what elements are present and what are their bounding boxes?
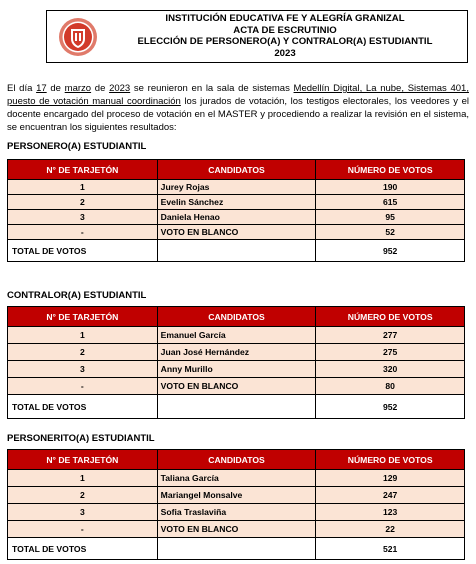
results-table-personerito <box>7 449 465 560</box>
col-header-votes: NÚMERO DE VOTOS <box>316 160 465 180</box>
section-title-personero: PERSONERO(A) ESTUDIANTIL <box>7 141 147 152</box>
ballot-number: 1 <box>8 470 158 487</box>
document-header <box>46 10 468 63</box>
total-votes: 952 <box>316 395 465 419</box>
col-header-candidates: CANDIDATOS <box>157 307 316 327</box>
total-votes: 521 <box>316 538 465 560</box>
intro-month: marzo <box>64 83 92 94</box>
table-row <box>8 210 465 225</box>
vote-count: 277 <box>316 327 465 344</box>
total-votes: 952 <box>316 240 465 262</box>
table-header-row <box>8 160 465 180</box>
total-label: TOTAL DE VOTOS <box>8 240 158 262</box>
document-title <box>109 13 461 59</box>
intro-place: Medellín Digital, La nube, Sistemas 401, puesto de votación manual coordinación <box>7 83 469 107</box>
table-header-row <box>8 307 465 327</box>
ballot-number: 2 <box>8 195 158 210</box>
vote-count: 52 <box>316 225 465 240</box>
ballot-number: 2 <box>8 487 158 504</box>
results-table-personero <box>7 159 465 262</box>
vote-count: 123 <box>316 504 465 521</box>
col-header-number: N° DE TARJETÓN <box>8 450 158 470</box>
table-row <box>8 225 465 240</box>
vote-count: 320 <box>316 361 465 378</box>
candidate-name: Emanuel García <box>157 327 316 344</box>
election-title: ELECCIÓN DE PERSONERO(A) Y CONTRALOR(A) ESTUDIANTIL <box>137 36 433 48</box>
vote-count: 129 <box>316 470 465 487</box>
intro-paragraph: El día 17 de marzo de 2023 se reunieron en la sala de sistemas Medellín Digital, La nube, Sistemas 401, puesto de votación manual coordinación los jurados de votación, los testigos electorales, los veedores y el docente encargado del proceso de votación en el MASTER y procediendo a realizar la revisión en el sistema, se encuentran los siguientes resultados: <box>7 83 469 133</box>
ballot-number: - <box>8 378 158 395</box>
table-row <box>8 521 465 538</box>
table-row <box>8 361 465 378</box>
vote-count: 22 <box>316 521 465 538</box>
table-row <box>8 344 465 361</box>
candidate-name: Daniela Henao <box>157 210 316 225</box>
results-table-contralor <box>7 306 465 419</box>
vote-count: 275 <box>316 344 465 361</box>
candidate-name: Anny Murillo <box>157 361 316 378</box>
total-row <box>8 538 465 560</box>
total-row <box>8 395 465 419</box>
ballot-number: 1 <box>8 327 158 344</box>
intro-year: 2023 <box>109 83 131 94</box>
vote-count: 247 <box>316 487 465 504</box>
table-row <box>8 327 465 344</box>
candidate-name: Sofia Traslaviña <box>157 504 316 521</box>
table-header-row <box>8 450 465 470</box>
table-row <box>8 180 465 195</box>
total-spacer <box>157 538 316 560</box>
candidate-name: Taliana García <box>157 470 316 487</box>
vote-count: 615 <box>316 195 465 210</box>
col-header-candidates: CANDIDATOS <box>157 160 316 180</box>
candidate-name: Evelin Sánchez <box>157 195 316 210</box>
total-spacer <box>157 395 316 419</box>
candidate-name: Mariangel Monsalve <box>157 487 316 504</box>
col-header-number: N° DE TARJETÓN <box>8 307 158 327</box>
ballot-number: 2 <box>8 344 158 361</box>
col-header-number: N° DE TARJETÓN <box>8 160 158 180</box>
ballot-number: 3 <box>8 210 158 225</box>
table-row <box>8 504 465 521</box>
institution-name: INSTITUCIÓN EDUCATIVA FE Y ALEGRÍA GRANIZAL <box>165 13 405 24</box>
candidate-name: Jurey Rojas <box>157 180 316 195</box>
school-crest-icon <box>58 17 98 57</box>
total-spacer <box>157 240 316 262</box>
intro-day: 17 <box>36 83 47 94</box>
candidate-name: Juan José Hernández <box>157 344 316 361</box>
col-header-candidates: CANDIDATOS <box>157 450 316 470</box>
ballot-number: 3 <box>8 361 158 378</box>
ballot-number: - <box>8 225 158 240</box>
vote-count: 190 <box>316 180 465 195</box>
ballot-number: 3 <box>8 504 158 521</box>
section-title-contralor: CONTRALOR(A) ESTUDIANTIL <box>7 290 147 301</box>
table-row <box>8 378 465 395</box>
col-header-votes: NÚMERO DE VOTOS <box>316 450 465 470</box>
act-title: ACTA DE ESCRUTINIO <box>233 24 337 36</box>
table-row <box>8 470 465 487</box>
vote-count: 95 <box>316 210 465 225</box>
vote-count: 80 <box>316 378 465 395</box>
candidate-name: VOTO EN BLANCO <box>157 378 316 395</box>
table-row <box>8 195 465 210</box>
candidate-name: VOTO EN BLANCO <box>157 225 316 240</box>
col-header-votes: NÚMERO DE VOTOS <box>316 307 465 327</box>
ballot-number: 1 <box>8 180 158 195</box>
election-year: 2023 <box>274 47 296 59</box>
total-label: TOTAL DE VOTOS <box>8 538 158 560</box>
section-title-personerito: PERSONERITO(A) ESTUDIANTIL <box>7 433 155 444</box>
total-label: TOTAL DE VOTOS <box>8 395 158 419</box>
ballot-number: - <box>8 521 158 538</box>
table-row <box>8 487 465 504</box>
candidate-name: VOTO EN BLANCO <box>157 521 316 538</box>
total-row <box>8 240 465 262</box>
